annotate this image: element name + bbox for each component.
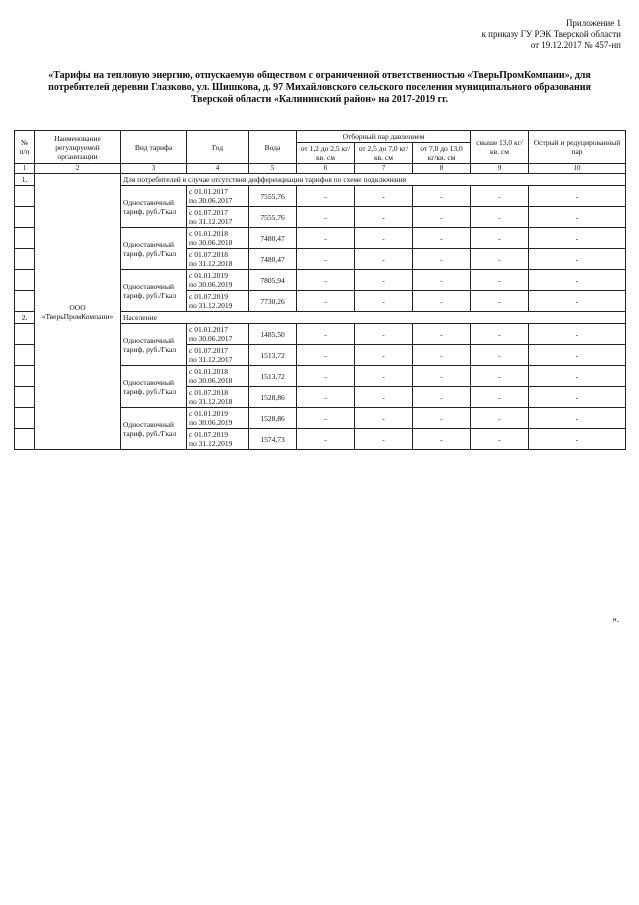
period-cell <box>187 249 249 270</box>
row-number-blank <box>15 291 35 312</box>
row-number-blank <box>15 429 35 450</box>
period-start: с 01.01.2018 <box>189 367 228 376</box>
tariff-type: Одноставочный тариф, руб./Гкал <box>121 366 187 408</box>
header-sharp-steam: Острый и редуцированный пар <box>529 131 626 164</box>
period-end: по 30.06.2019 <box>189 280 233 289</box>
header-pressure-3: от 7,0 до 13,0 кг/кв. см <box>413 143 471 164</box>
column-number: 2 <box>35 164 121 174</box>
empty-value: - <box>413 429 471 450</box>
empty-value: - <box>297 270 355 291</box>
water-value: 1513,72 <box>249 345 297 366</box>
empty-value: - <box>297 249 355 270</box>
period-cell <box>187 207 249 228</box>
empty-value: - <box>529 387 626 408</box>
empty-value: - <box>413 207 471 228</box>
empty-value: - <box>297 207 355 228</box>
row-number: 1. <box>15 174 35 186</box>
empty-value: - <box>355 228 413 249</box>
row-number-blank <box>15 366 35 387</box>
period-start: с 01.07.2018 <box>189 250 228 259</box>
header-pressure-1: от 1,2 до 2,5 кг/кв. см <box>297 143 355 164</box>
appendix-line: от 19.12.2017 № 457-нп <box>530 40 621 50</box>
period-cell <box>187 291 249 312</box>
column-number: 4 <box>187 164 249 174</box>
tariff-type: Одноставочный тариф, руб./Гкал <box>121 324 187 366</box>
empty-value: - <box>471 408 529 429</box>
empty-value: - <box>471 270 529 291</box>
empty-value: - <box>355 345 413 366</box>
column-number: 9 <box>471 164 529 174</box>
period-cell <box>187 366 249 387</box>
period-start: с 01.07.2017 <box>189 346 228 355</box>
row-number-blank <box>15 408 35 429</box>
row-number-blank <box>15 186 35 207</box>
header-pressure-4: свыше 13,0 кг/кв. см <box>471 131 529 164</box>
header-year: Год <box>187 131 249 164</box>
section-label: Для потребителей в случае отсутствия дифференциации тарифов по схеме подключения <box>121 174 626 186</box>
period-start: с 01.01.2017 <box>189 187 228 196</box>
empty-value: - <box>529 270 626 291</box>
period-end: по 30.06.2019 <box>189 418 233 427</box>
row-number-blank <box>15 228 35 249</box>
section-row <box>15 174 626 186</box>
period-start: с 01.01.2017 <box>189 325 228 334</box>
empty-value: - <box>413 291 471 312</box>
column-number: 6 <box>297 164 355 174</box>
row-number-blank <box>15 249 35 270</box>
empty-value: - <box>413 324 471 345</box>
period-cell <box>187 345 249 366</box>
period-end: по 30.06.2017 <box>189 334 233 343</box>
tariff-table <box>14 130 626 450</box>
empty-value: - <box>413 228 471 249</box>
header-water: Вода <box>249 131 297 164</box>
empty-value: - <box>297 324 355 345</box>
row-number: 2. <box>15 312 35 324</box>
water-value: 1528,86 <box>249 408 297 429</box>
period-start: с 01.01.2018 <box>189 229 228 238</box>
period-end: по 31.12.2019 <box>189 301 233 310</box>
appendix-line: к приказу ГУ РЭК Тверской области <box>481 29 621 39</box>
empty-value: - <box>529 366 626 387</box>
row-number-blank <box>15 345 35 366</box>
empty-value: - <box>355 408 413 429</box>
empty-value: - <box>413 408 471 429</box>
period-end: по 31.12.2017 <box>189 217 233 226</box>
water-value: 1513,72 <box>249 366 297 387</box>
water-value: 1485,50 <box>249 324 297 345</box>
water-value: 7480,47 <box>249 249 297 270</box>
column-number-row <box>15 164 626 174</box>
empty-value: - <box>413 249 471 270</box>
organization-name: ООО «ТверьПромКомпани» <box>35 174 121 450</box>
empty-value: - <box>355 186 413 207</box>
empty-value: - <box>355 207 413 228</box>
tariff-type: Одноставочный тариф, руб./Гкал <box>121 408 187 450</box>
empty-value: - <box>529 429 626 450</box>
empty-value: - <box>413 366 471 387</box>
empty-value: - <box>355 429 413 450</box>
empty-value: - <box>297 345 355 366</box>
empty-value: - <box>471 207 529 228</box>
row-number-blank <box>15 387 35 408</box>
period-cell <box>187 408 249 429</box>
empty-value: - <box>355 366 413 387</box>
empty-value: - <box>413 270 471 291</box>
tariff-type: Одноставочный тариф, руб./Гкал <box>121 186 187 228</box>
period-start: с 01.07.2017 <box>189 208 228 217</box>
tariff-type: Одноставочный тариф, руб./Гкал <box>121 228 187 270</box>
row-number-blank <box>15 324 35 345</box>
column-number: 3 <box>121 164 187 174</box>
period-cell <box>187 228 249 249</box>
document-title: «Тарифы на тепловую энергию, отпускаемую обществом с ограниченной ответственностью «ТверьПромКомпани», для потребителей деревни Глазково, ул. Шишкова, д. 97 Михайловского сельского поселения муниципального образования Тверской области «Калининский район» на 2017-2019 гг. <box>48 70 591 105</box>
period-end: по 31.12.2019 <box>189 439 233 448</box>
header-org: Наименование регулируемой организации <box>35 131 121 164</box>
water-value: 1528,86 <box>249 387 297 408</box>
period-start: с 01.07.2019 <box>189 292 228 301</box>
empty-value: - <box>529 249 626 270</box>
water-value: 7480,47 <box>249 228 297 249</box>
empty-value: - <box>471 345 529 366</box>
empty-value: - <box>297 186 355 207</box>
appendix-line: Приложение 1 <box>565 18 621 28</box>
period-start: с 01.01.2019 <box>189 271 228 280</box>
empty-value: - <box>471 186 529 207</box>
period-end: по 31.12.2018 <box>189 397 233 406</box>
row-number-blank <box>15 270 35 291</box>
empty-value: - <box>529 228 626 249</box>
empty-value: - <box>355 249 413 270</box>
empty-value: - <box>297 291 355 312</box>
period-start: с 01.01.2019 <box>189 409 228 418</box>
empty-value: - <box>471 291 529 312</box>
empty-value: - <box>413 186 471 207</box>
empty-value: - <box>471 366 529 387</box>
header-pressure-2: от 2,5 до 7,0 кг/кв. см <box>355 143 413 164</box>
empty-value: - <box>355 291 413 312</box>
period-end: по 30.06.2017 <box>189 196 233 205</box>
period-end: по 31.12.2017 <box>189 355 233 364</box>
header-no: № п/п <box>15 131 35 164</box>
empty-value: - <box>297 429 355 450</box>
row-number-blank <box>15 207 35 228</box>
empty-value: - <box>529 324 626 345</box>
empty-value: - <box>355 324 413 345</box>
water-value: 7730,26 <box>249 291 297 312</box>
empty-value: - <box>529 291 626 312</box>
period-end: по 30.06.2018 <box>189 376 233 385</box>
period-cell <box>187 324 249 345</box>
empty-value: - <box>529 207 626 228</box>
empty-value: - <box>471 249 529 270</box>
column-number: 1 <box>15 164 35 174</box>
empty-value: - <box>413 345 471 366</box>
header-tariff-type: Вид тарифа <box>121 131 187 164</box>
column-number: 8 <box>413 164 471 174</box>
column-number: 7 <box>355 164 413 174</box>
empty-value: - <box>297 366 355 387</box>
period-cell <box>187 387 249 408</box>
closing-mark: ». <box>612 614 619 624</box>
period-end: по 31.12.2018 <box>189 259 233 268</box>
empty-value: - <box>471 324 529 345</box>
header-steam: Отборный пар давлением <box>297 131 471 143</box>
appendix-note <box>482 18 621 51</box>
period-cell <box>187 270 249 291</box>
water-value: 1574,73 <box>249 429 297 450</box>
empty-value: - <box>297 228 355 249</box>
empty-value: - <box>297 408 355 429</box>
section-label: Население <box>121 312 626 324</box>
empty-value: - <box>529 186 626 207</box>
period-cell <box>187 429 249 450</box>
water-value: 7555,76 <box>249 186 297 207</box>
period-start: с 01.07.2018 <box>189 388 228 397</box>
column-number: 5 <box>249 164 297 174</box>
period-end: по 30.06.2018 <box>189 238 233 247</box>
empty-value: - <box>529 345 626 366</box>
column-number: 10 <box>529 164 626 174</box>
water-value: 7555,76 <box>249 207 297 228</box>
empty-value: - <box>529 408 626 429</box>
empty-value: - <box>471 387 529 408</box>
empty-value: - <box>413 387 471 408</box>
period-cell <box>187 186 249 207</box>
tariff-table-body <box>15 174 626 450</box>
water-value: 7805,94 <box>249 270 297 291</box>
period-start: с 01.07.2019 <box>189 430 228 439</box>
empty-value: - <box>471 228 529 249</box>
empty-value: - <box>471 429 529 450</box>
empty-value: - <box>355 387 413 408</box>
empty-value: - <box>355 270 413 291</box>
tariff-type: Одноставочный тариф, руб./Гкал <box>121 270 187 312</box>
empty-value: - <box>297 387 355 408</box>
